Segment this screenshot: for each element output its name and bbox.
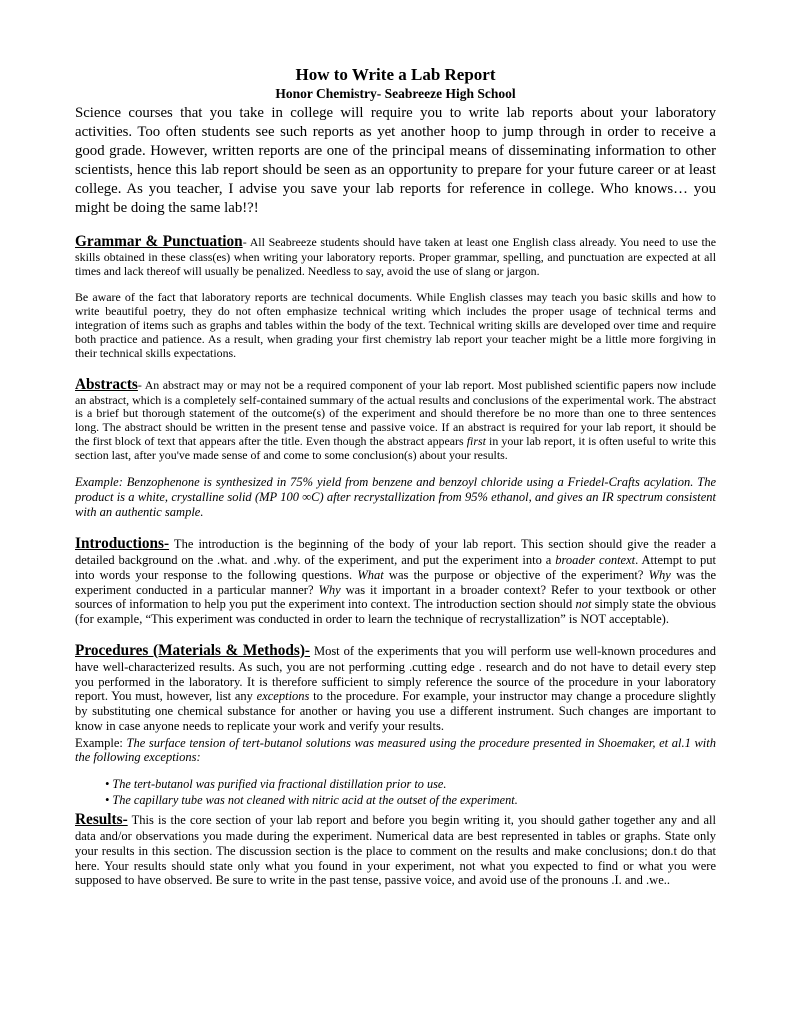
grammar-section-paragraph: Grammar & Punctuation- All Seabreeze students should have taken at least one English class already. You need to use the skills obtained in these class(es) when writing your laboratory reports. Proper grammar, spelling, and punctuation are expected at all times and lack thereof will usually be penalized. Needless to say, avoid the use of slang or jargon.: [75, 233, 716, 279]
grammar-technical-writing-paragraph: Be aware of the fact that laboratory reports are technical documents. While English classes may teach you basic skills and how to write beautiful poetry, they do not often emphasize technical writing which includes the proper usage of technical terms and integration of items such as graphs and tables within the body of the text. Technical writing skills are developed over time and require both practice and patience. As a result, when grading your first chemistry lab report your teacher might be a little more forgiving in their technical skills expectations.: [75, 290, 716, 360]
abstracts-section-paragraph: Abstracts- An abstract may or may not be a required component of your lab report. Most published scientific papers now include an abstract, which is a completely self-contained summary of the actual results and conclusions of the experimental work. The abstract is a brief but thorough statement of the outcome(s) of the experiment and should therefore be no more than one to three sentences long. The abstract should be written in the present tense and passive voice. If an abstract is required for your lab report, it should be the first block of text that appears after the title. Even though the abstract appears first in your lab report, it is often useful to write this section last, after you've made sense of and come to some conclusion(s) about your results.: [75, 375, 716, 463]
results-section-paragraph: Results- This is the core section of your lab report and before you begin writing it, you should gather together any and all data and/or observations you made during the experiment. Numerical data are best represented in tables or graphs. State only your results in this section. The discussion section is the place to comment on the results and make conclusions; don.t do that here. Your results should state only what you found in your experiment, not what you expected to find or what you were supposed to have observed. Be sure to write in the past tense, passive voice, and avoid use of the pronouns .I. and .we..: [75, 811, 716, 888]
document-title: How to Write a Lab Report: [295, 65, 496, 84]
procedures-example-paragraph: Example: The surface tension of tert-butanol solutions was measured using the procedure presented in Shoemaker, et al.1 with the following exceptions:: [75, 735, 716, 765]
procedures-bullet-item: • The tert-butanol was purified via fractional distillation prior to use.: [105, 777, 447, 792]
intro-paragraph: Science courses that you take in college will require you to write lab reports about your laboratory activities. Too often students see such reports as yet another hoop to jump through in order to receive a good grade. However, written reports are one of the principal means of disseminating information to other scientists, hence this lab report should be seen as an opportunity to prepare for your future career or at least college. As you teacher, I advise you save your lab reports for reference in college. Who knows… you might be doing the same lab!?!: [75, 104, 716, 217]
abstract-example-paragraph: Example: Benzophenone is synthesized in 75% yield from benzene and benzoyl chloride using a Friedel-Crafts acylation. The product is a white, crystalline solid (MP 100 ∞C) after recrystallization from 95% ethanol, and gives an IR spectrum consistent with an authentic sample.: [75, 475, 716, 520]
introductions-section-paragraph: Introductions- The introduction is the beginning of the body of your lab report. This section should give the reader a detailed background on the .what. and .why. of the experiment, and put the experiment into a broader context. Attempt to put into words your response to the following questions. What was the purpose or objective of the experiment? Why was the experiment conducted in a particular manner? Why was it important in a broader context? Refer to your textbook or other sources of information to help you put the experiment into context. The introduction section should not simply state the obvious (for example, “This experiment was conducted in order to learn the technique of recrystallization” is NOT acceptable).: [75, 535, 717, 627]
document-subtitle: Honor Chemistry- Seabreeze High School: [275, 86, 516, 102]
procedures-section-paragraph: Procedures (Materials & Methods)- Most of the experiments that you will perform use well-known procedures and have well-characterized results. As such, you are not performing .cutting edge . research and do not have to detail every step you performed in the laboratory. It is therefore sufficient to simply reference the source of the procedure in your laboratory report. You must, however, list any exceptions to the procedure. For example, your instructor may change a procedure slightly by substituting one chemical substance for another or having you use a different instrument. Such changes are important to know in case anyone needs to replicate your work and verify your results.: [75, 641, 716, 733]
procedures-bullet-item: • The capillary tube was not cleaned with nitric acid at the outset of the experiment.: [105, 793, 518, 808]
